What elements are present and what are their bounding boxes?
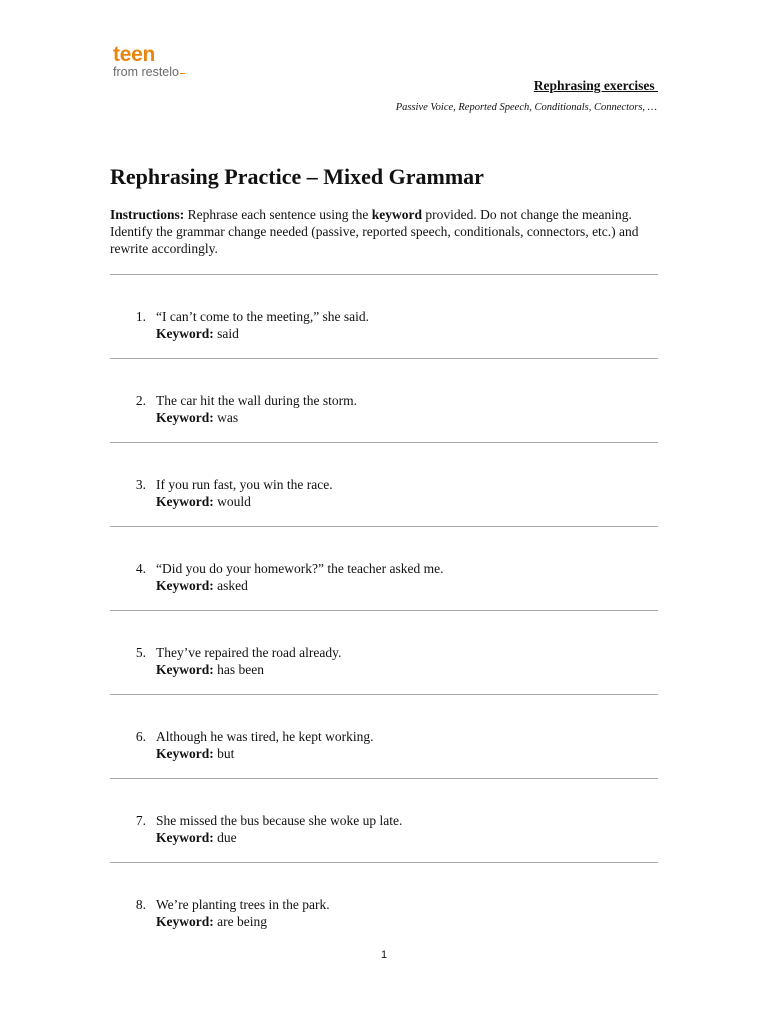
- keyword-value: said: [217, 326, 239, 341]
- keyword-value: but: [217, 746, 235, 761]
- divider: [110, 358, 658, 359]
- instructions: [110, 206, 660, 257]
- exercise-number: 7.: [135, 813, 146, 828]
- header-subtitle: Passive Voice, Reported Speech, Conditionals, Connectors, …: [395, 102, 657, 113]
- logo-dash: [180, 73, 185, 74]
- exercise-sentence: They’ve repaired the road already.: [156, 645, 342, 660]
- exercise-sentence: We’re planting trees in the park.: [156, 897, 330, 912]
- exercise-item-8: [110, 896, 658, 930]
- exercise-number: 2.: [135, 393, 146, 408]
- exercise-item-6: [110, 728, 658, 762]
- logo-sub-label: from restelo: [113, 65, 179, 79]
- page-title: Rephrasing Practice – Mixed Grammar: [110, 164, 484, 189]
- keyword-label: Keyword:: [156, 830, 214, 845]
- exercise-sentence: The car hit the wall during the storm.: [156, 393, 357, 408]
- exercise-keyword-line: [156, 325, 704, 342]
- exercise-item-2: [110, 392, 658, 426]
- keyword-value: has been: [217, 662, 264, 677]
- divider: [110, 610, 658, 611]
- exercise-number: 8.: [135, 897, 146, 912]
- exercise-number: 4.: [135, 561, 146, 576]
- instructions-label: Instructions:: [110, 207, 185, 222]
- instructions-text-before: Rephrase each sentence using the: [184, 207, 372, 222]
- exercise-keyword-line: [156, 829, 704, 846]
- keyword-label: Keyword:: [156, 410, 214, 425]
- exercise-number: 3.: [135, 477, 146, 492]
- keyword-value: was: [217, 410, 239, 425]
- keyword-value: are being: [217, 914, 267, 929]
- exercise-sentence: “I can’t come to the meeting,” she said.: [156, 309, 370, 324]
- exercise-keyword-line: [156, 661, 704, 678]
- exercise-keyword-line: [156, 577, 704, 594]
- keyword-label: Keyword:: [156, 914, 214, 929]
- keyword-label: Keyword:: [156, 578, 214, 593]
- exercise-number: 1.: [135, 309, 146, 324]
- divider: [110, 862, 658, 863]
- header-title: Rephrasing exercises: [533, 78, 658, 93]
- exercise-sentence: Although he was tired, he kept working.: [156, 729, 374, 744]
- exercise-item-4: [110, 560, 658, 594]
- divider: [110, 442, 658, 443]
- exercise-number: 6.: [135, 729, 146, 744]
- exercise-item-1: [110, 308, 658, 342]
- exercise-keyword-line: [156, 493, 704, 510]
- exercise-number: 5.: [135, 645, 146, 660]
- logo-sub-text: [113, 66, 185, 79]
- divider: [110, 526, 658, 527]
- keyword-label: Keyword:: [156, 494, 214, 509]
- exercise-sentence: She missed the bus because she woke up late.: [156, 813, 403, 828]
- keyword-label: Keyword:: [156, 746, 214, 761]
- exercise-sentence: “Did you do your homework?” the teacher asked me.: [156, 561, 444, 576]
- exercise-item-5: [110, 644, 658, 678]
- divider: [110, 694, 658, 695]
- instructions-keyword-word: keyword: [371, 207, 422, 222]
- keyword-value: would: [217, 494, 251, 509]
- keyword-value: asked: [217, 578, 248, 593]
- exercise-sentence: If you run fast, you win the race.: [156, 477, 333, 492]
- teen-logo: [113, 44, 185, 79]
- divider: [110, 778, 658, 779]
- keyword-label: Keyword:: [156, 662, 214, 677]
- exercise-item-7: [110, 812, 658, 846]
- page-number: 1: [380, 949, 388, 961]
- exercise-keyword-line: [156, 913, 704, 930]
- exercise-keyword-line: [156, 409, 704, 426]
- keyword-label: Keyword:: [156, 326, 214, 341]
- exercise-keyword-line: [156, 745, 704, 762]
- keyword-value: due: [217, 830, 237, 845]
- exercise-item-3: [110, 476, 658, 510]
- logo-main-text: teen: [113, 43, 155, 66]
- instructions-text-after: provided. Do not change the meaning. Identify the grammar change needed (passive, reported speech, conditionals, connectors, etc.) and rewrite accordingly.: [110, 207, 639, 256]
- divider: [110, 274, 658, 275]
